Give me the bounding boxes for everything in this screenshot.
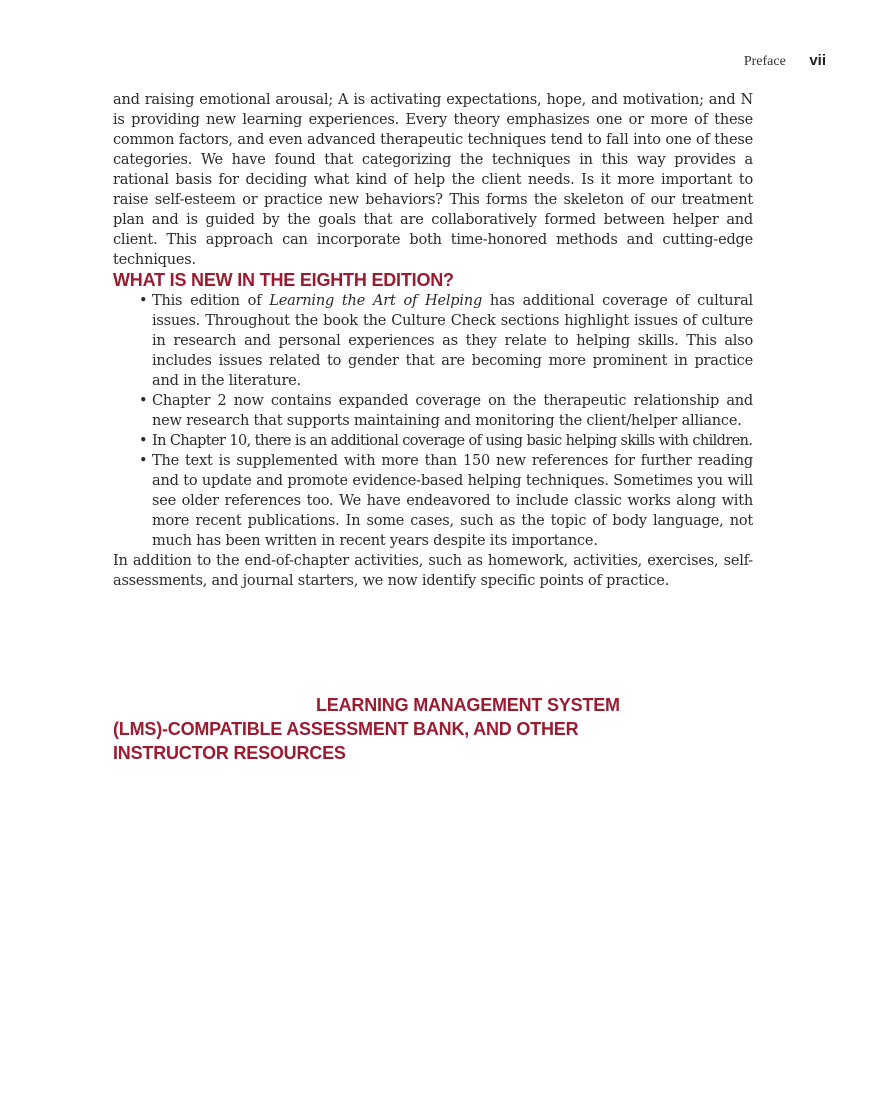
lms-heading-line-2: (LMS)-COMPATIBLE ASSESSMENT BANK, AND OTHER (113, 719, 579, 739)
bullet-text: In Chapter 10, there is an additional coverage of using basic helping skills with children. (152, 433, 753, 449)
intro-paragraph: and raising emotional arousal; A is activating expectations, hope, and motivation; and N is providing new learning experiences. Every theory emphasizes one or more of these common factors, and even advanced therapeutic techniques tend to fall into one of these categories. We have found that categorizing the techniques in this way provides a rational basis for deciding what kind of help the client needs. Is it more important to raise self-esteem or practice new behaviors? This forms the skeleton of our treatment plan and is guided by the goals that are collaboratively formed between helper and client. This approach can incorporate both time-honored methods and cutting-edge techniques. (113, 92, 753, 268)
bullet-icon: • (139, 393, 148, 409)
bullet-text: Chapter 2 now contains expanded coverage on the therapeutic relationship and new research that supports maintaining and monitoring the client/helper alliance. (152, 393, 753, 429)
page-body (113, 90, 753, 591)
bullet-text-before: This edition of (152, 293, 270, 309)
running-head (744, 52, 826, 70)
bullet-text: The text is supplemented with more than 150 new references for further reading and to update and promote evidence-based helping techniques. Sometimes you will see older references too. We have endeavored to include classic works along with more recent publications. In some cases, such as the topic of body language, not much has been written in recent years despite its importance. (152, 453, 753, 549)
list-item (113, 451, 753, 551)
list-item (113, 291, 753, 391)
whats-new-list (113, 291, 753, 551)
page-number: vii (809, 52, 826, 69)
lms-heading-line-1: LEARNING MANAGEMENT SYSTEM (316, 695, 620, 715)
closing-paragraph: In addition to the end-of-chapter activities, such as homework, activities, exercises, self-assessments, and journal starters, we now identify specific points of practice. (113, 553, 753, 589)
bullet-text-after: has additional coverage of cultural issues. Throughout the book the Culture Check sections highlight issues of culture in research and personal experiences as they relate to helping skills. This also includes issues related to gender that are becoming more prominent in practice and in the literature. (152, 293, 753, 389)
lms-heading-line-3: INSTRUCTOR RESOURCES (113, 743, 346, 763)
list-item (113, 431, 753, 451)
running-head-section: Preface (743, 54, 786, 69)
bullet-icon: • (139, 293, 148, 309)
book-title: Learning the Art of Helping (269, 293, 483, 309)
bullet-icon: • (139, 453, 148, 469)
list-item (113, 391, 753, 431)
bullet-icon: • (139, 433, 147, 449)
lms-heading (113, 693, 673, 765)
whats-new-heading: WHAT IS NEW IN THE EIGHTH EDITION? (113, 270, 454, 290)
